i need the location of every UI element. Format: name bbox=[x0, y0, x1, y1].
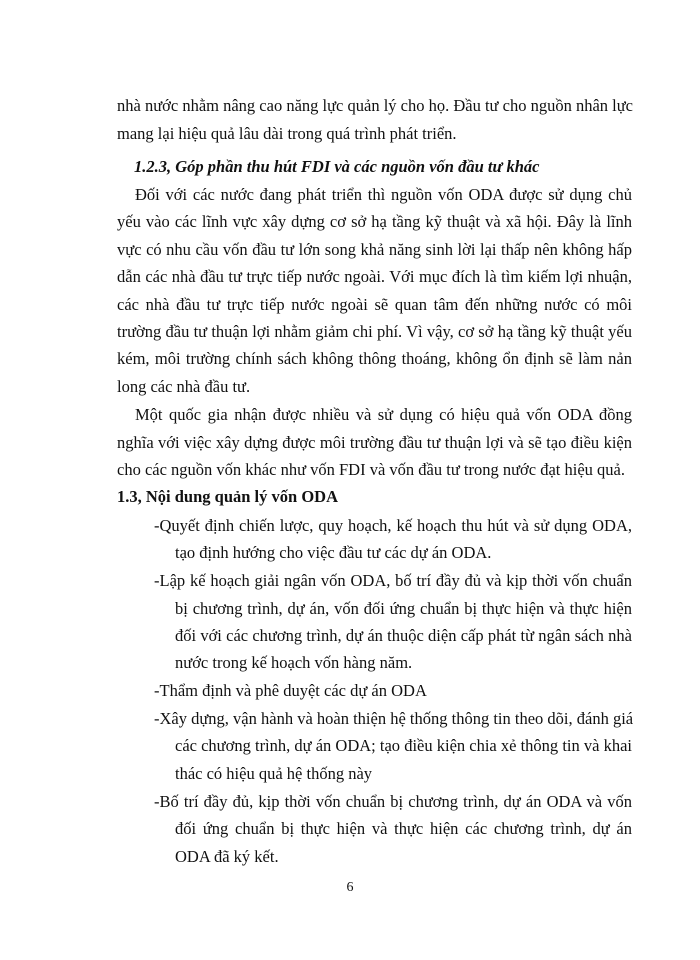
paragraph-line: kém, môi trường chính sách không thông thoáng, không ổn định sẽ làm nản bbox=[117, 349, 632, 368]
bullet-continuation: đối ứng chuẩn bị thực hiện và thực hiện các chương trình, dự án bbox=[175, 819, 632, 838]
bullet-continuation: nước trong kế hoạch vốn hàng năm. bbox=[175, 653, 413, 672]
bullet-line: -Xây dựng, vận hành và hoàn thiện hệ thống thông tin theo dõi, đánh giá bbox=[154, 709, 634, 728]
bullet-line: -Thẩm định và phê duyệt các dự án ODA bbox=[154, 681, 427, 700]
bullet-line: -Quyết định chiến lược, quy hoạch, kế hoạch thu hút và sử dụng ODA, bbox=[154, 516, 632, 535]
bullet-continuation: tạo định hướng cho việc đầu tư các dự án ODA. bbox=[175, 543, 492, 562]
paragraph-line: nghĩa với việc xây dựng được môi trường đầu tư thuận lợi và sẽ tạo điều kiện bbox=[117, 433, 632, 452]
bullet-continuation: bị chương trình, dự án, vốn đối ứng chuẩn bị thực hiện và thực hiện bbox=[175, 599, 632, 618]
paragraph-line: cho các nguồn vốn khác như vốn FDI và vốn đầu tư trong nước đạt hiệu quả. bbox=[117, 460, 625, 479]
paragraph-line: Một quốc gia nhận được nhiều và sử dụng có hiệu quả vốn ODA đồng bbox=[135, 405, 632, 424]
page-number: 6 bbox=[346, 880, 354, 895]
paragraph-line: mang lại hiệu quả lâu dài trong quá trình phát triển. bbox=[117, 124, 457, 143]
paragraph-line: nhà nước nhằm nâng cao năng lực quản lý cho họ. Đầu tư cho nguồn nhân lực bbox=[117, 96, 633, 115]
bullet-continuation: thác có hiệu quả hệ thống này bbox=[175, 764, 373, 783]
paragraph-line: trường đầu tư thuận lợi nhằm giảm chi phí. Vì vậy, cơ sở hạ tầng kỹ thuật yếu bbox=[117, 322, 632, 341]
paragraph-line: các nhà đầu tư trực tiếp nước ngoài sẽ quan tâm đến những nước có môi bbox=[117, 295, 632, 314]
paragraph-line: dẫn các nhà đầu tư trực tiếp nước ngoài. Với mục đích là tìm kiếm lợi nhuận, bbox=[117, 267, 632, 286]
bullet-continuation: đối với các chương trình, dự án thuộc diện cấp phát từ ngân sách nhà bbox=[175, 626, 632, 645]
section-heading-1-3: 1.3, Nội dung quản lý vốn ODA bbox=[117, 487, 338, 506]
bullet-continuation: các chương trình, dự án ODA; tạo điều kiện chia xẻ thông tin và khai bbox=[175, 736, 632, 755]
bullet-line: -Bố trí đầy đủ, kịp thời vốn chuẩn bị chương trình, dự án ODA và vốn bbox=[154, 792, 632, 811]
paragraph-line: Đối với các nước đang phát triển thì nguồn vốn ODA được sử dụng chủ bbox=[135, 185, 632, 204]
bullet-line: -Lập kế hoạch giải ngân vốn ODA, bố trí đầy đủ và kịp thời vốn chuẩn bbox=[154, 571, 632, 590]
paragraph-line: vực có nhu cầu vốn đầu tư lớn song khả năng sinh lời lại thấp nên không hấp bbox=[117, 240, 632, 259]
section-heading-1-2-3: 1.2.3, Góp phần thu hút FDI và các nguồn vốn đầu tư khác bbox=[134, 157, 540, 176]
bullet-continuation: ODA đã ký kết. bbox=[175, 847, 279, 866]
paragraph-line: yếu vào các lĩnh vực xây dựng cơ sở hạ tầng kỹ thuật và xã hội. Đây là lĩnh bbox=[117, 212, 632, 231]
paragraph-line: long các nhà đầu tư. bbox=[117, 377, 251, 396]
